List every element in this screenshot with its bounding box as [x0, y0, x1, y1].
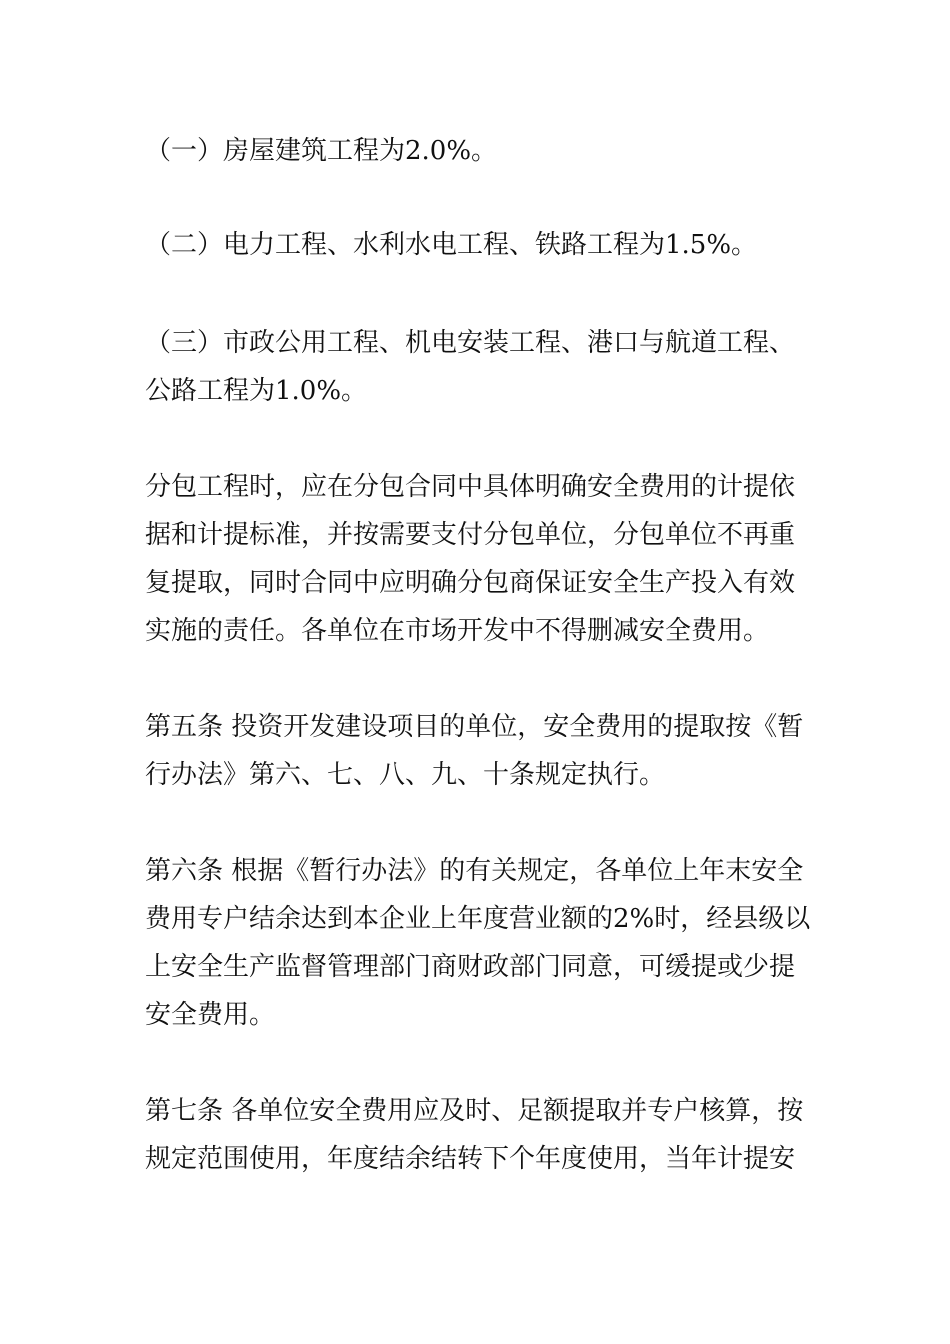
text-line: 费用专户结余达到本企业上年度营业额的2%时，经县级以 — [145, 904, 811, 934]
paragraph-1 — [145, 127, 810, 175]
paragraph-6 — [145, 847, 810, 1039]
text-line: 复提取，同时合同中应明确分包商保证安全生产投入有效 — [145, 568, 796, 598]
text-line: 安全费用。 — [145, 1000, 276, 1030]
text-line: 行办法》第六、七、八、九、十条规定执行。 — [145, 760, 666, 790]
text-line: 实施的责任。各单位在市场开发中不得删减安全费用。 — [145, 616, 770, 646]
text-line: 第五条 投资开发建设项目的单位，安全费用的提取按《暂 — [145, 712, 804, 742]
text-line: （一）房屋建筑工程为2.0%。 — [145, 136, 498, 166]
paragraph-7 — [145, 1087, 810, 1183]
paragraph-4 — [145, 463, 810, 655]
document-page — [145, 127, 810, 1183]
paragraph-2 — [145, 221, 810, 269]
text-line: （三）市政公用工程、机电安装工程、港口与航道工程、 — [145, 328, 796, 358]
text-line: 第七条 各单位安全费用应及时、足额提取并专户核算，按 — [145, 1096, 804, 1126]
text-line: （二）电力工程、水利水电工程、铁路工程为1.5%。 — [145, 230, 758, 260]
paragraph-5 — [145, 703, 810, 799]
text-line: 规定范围使用，年度结余结转下个年度使用，当年计提安 — [145, 1144, 796, 1174]
text-line: 上安全生产监督管理部门商财政部门同意，可缓提或少提 — [145, 952, 796, 982]
text-line: 据和计提标准，并按需要支付分包单位，分包单位不再重 — [145, 520, 796, 550]
text-line: 分包工程时，应在分包合同中具体明确安全费用的计提依 — [145, 472, 796, 502]
text-line: 公路工程为1.0%。 — [145, 376, 368, 406]
text-line: 第六条 根据《暂行办法》的有关规定，各单位上年末安全 — [145, 856, 804, 886]
paragraph-3 — [145, 319, 810, 415]
